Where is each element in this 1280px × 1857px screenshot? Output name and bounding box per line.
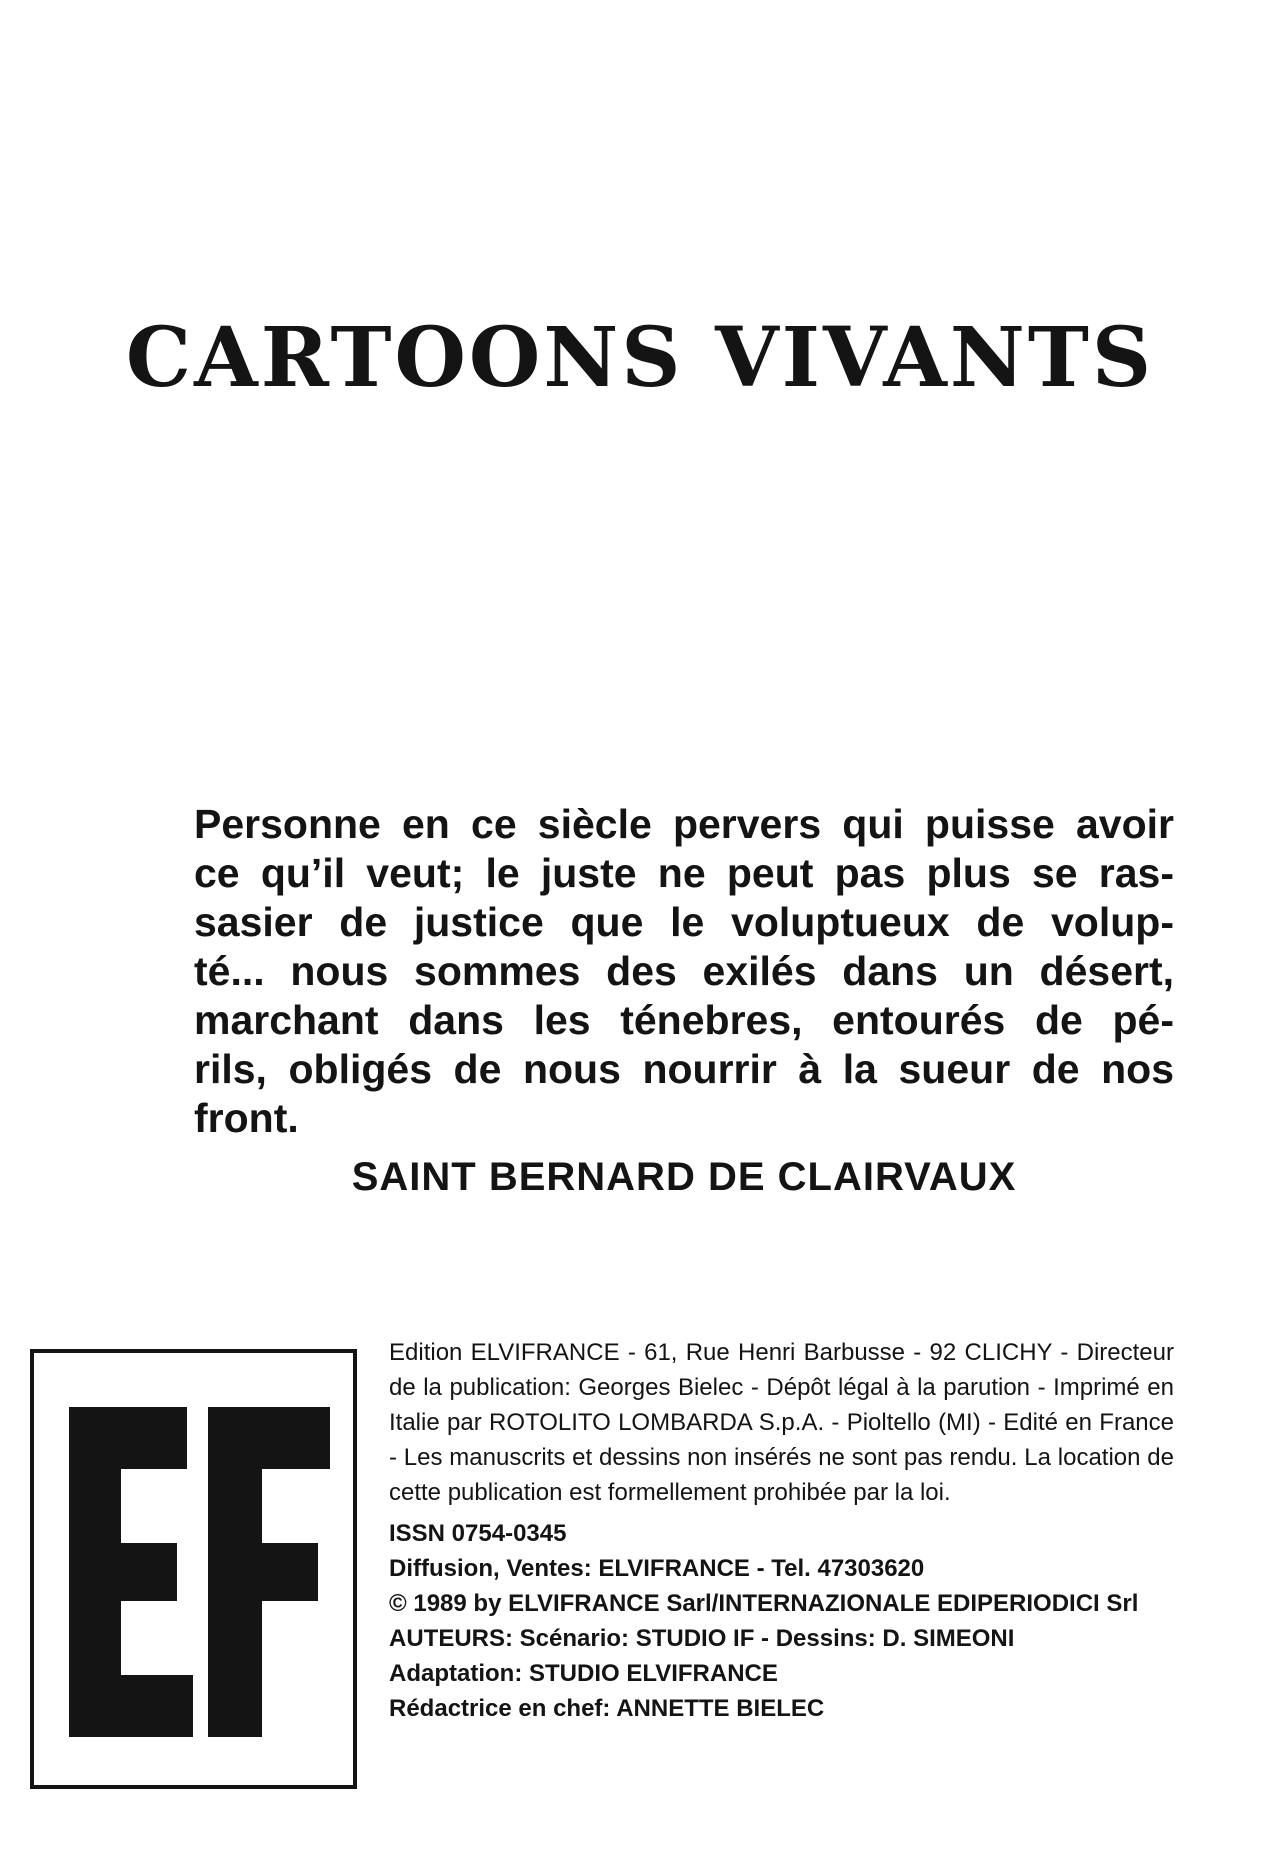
legal-notice: Edition ELVIFRANCE - 61, Rue Henri Barbusse - 92 CLICHY - Directeur de la publication: Georges Bielec - Dépôt légal à la parution - Imprimé en Italie par ROTOLITO LOMBARDA S.p.A. - Pioltello (MI) - Edité en France - Les manuscrits et dessins non insérés ne sont pas rendu. La location de cette publication est formellement prohibée par la loi. xyxy=(389,1339,1174,1506)
logo-letter-e xyxy=(69,1407,199,1737)
quote-author: SAINT BERNARD DE CLAIRVAUX xyxy=(351,1155,1017,1199)
quote-line: ce qu’il veut; le juste ne peut pas plus se ras- xyxy=(194,850,1174,896)
imprint-block xyxy=(389,1335,1174,1726)
diffusion-line: Diffusion, Ventes: ELVIFRANCE - Tel. 47303620 xyxy=(389,1555,925,1582)
editor-line: Rédactrice en chef: ANNETTE BIELEC xyxy=(389,1695,825,1722)
publisher-logo xyxy=(30,1349,357,1789)
quote-line: marchant dans les ténebres, entourés de pé- xyxy=(194,997,1174,1043)
quote-line: rils, obligés de nous nourrir à la sueur de nos xyxy=(194,1046,1174,1092)
authors-line: AUTEURS: Scénario: STUDIO IF - Dessins: D. SIMEONI xyxy=(389,1625,1015,1652)
logo-letter-f xyxy=(208,1407,338,1737)
copyright-line: © 1989 by ELVIFRANCE Sarl/INTERNAZIONALE EDIPERIODICI Srl xyxy=(389,1590,1139,1617)
quote-line: Personne en ce siècle pervers qui puisse avoir xyxy=(194,801,1174,847)
adaptation-line: Adaptation: STUDIO ELVIFRANCE xyxy=(389,1660,778,1687)
quote-line: sasier de justice que le voluptueux de volup- xyxy=(194,899,1174,945)
issn-line: ISSN 0754-0345 xyxy=(389,1520,567,1547)
quote-line: té... nous sommes des exilés dans un désert, xyxy=(194,948,1174,994)
epigraph-quote xyxy=(194,800,1174,1143)
page-title: CARTOONS VIVANTS xyxy=(125,310,1155,406)
quote-line: front. xyxy=(194,1095,299,1141)
